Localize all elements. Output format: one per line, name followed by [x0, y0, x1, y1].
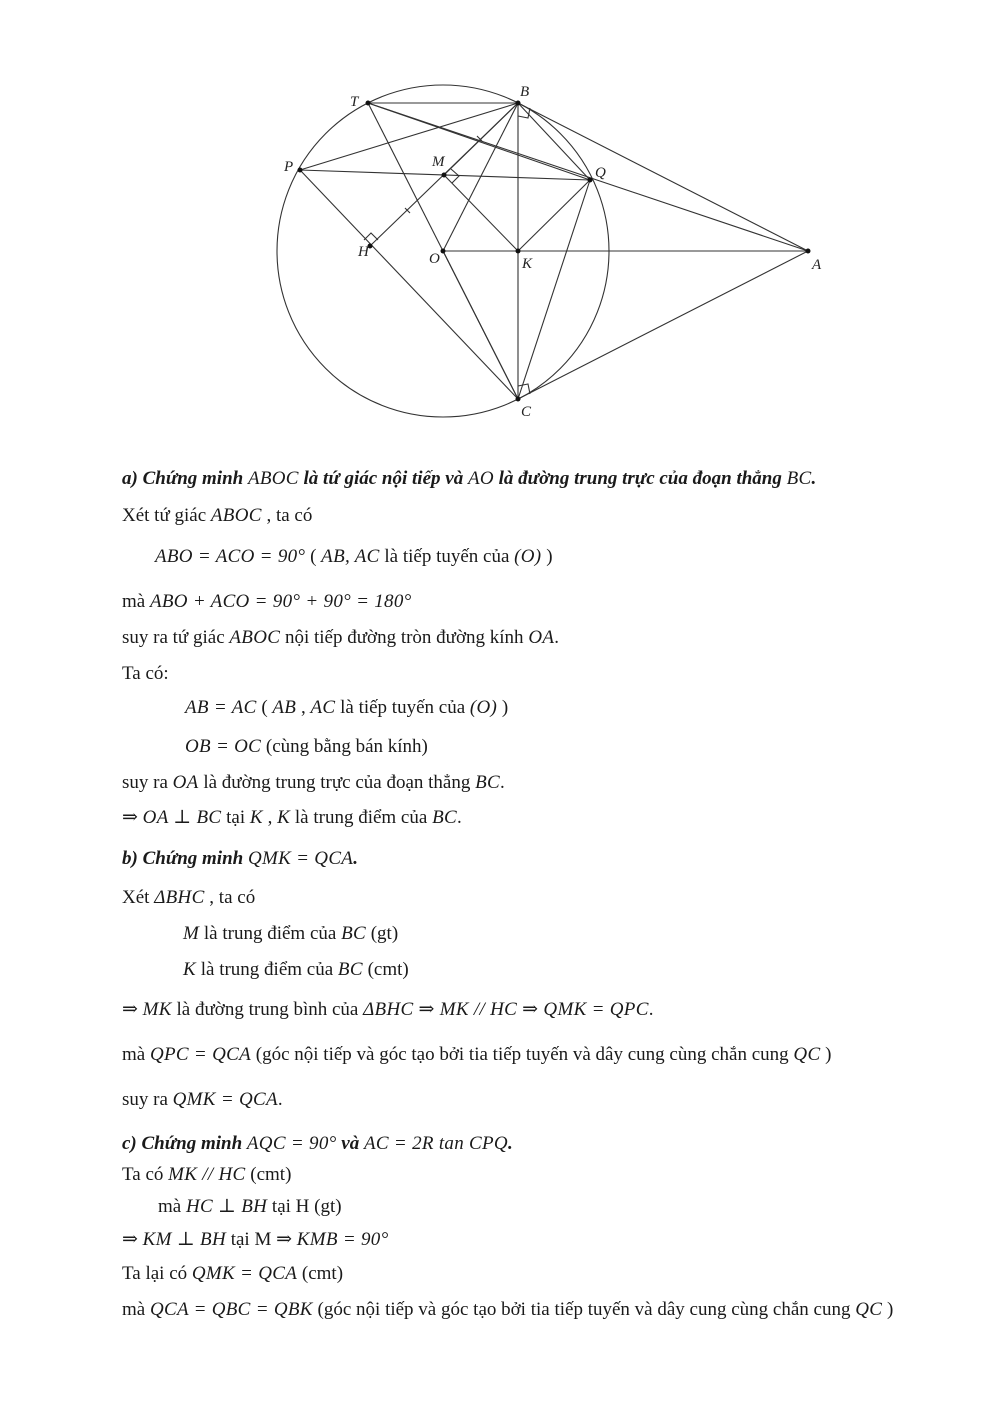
text: , ta có — [261, 505, 313, 526]
text: (gt) — [365, 923, 399, 944]
text: ⇒ — [122, 999, 143, 1020]
label-o: O — [429, 251, 440, 267]
math: K — [277, 807, 291, 828]
math: QPC = QCA — [149, 1044, 251, 1065]
math: OA — [528, 627, 555, 648]
part-c-line-5 — [122, 1298, 893, 1322]
segment-ab — [518, 103, 808, 251]
point-o — [441, 249, 446, 254]
text: là trung điểm của — [199, 923, 342, 944]
point-t — [366, 101, 371, 106]
text: . — [456, 807, 462, 828]
text: . — [648, 999, 654, 1020]
part-c-heading — [122, 1132, 513, 1156]
text: (góc nội tiếp và góc tạo bởi tia tiếp tuyến và dây cung cùng chắn cung — [312, 1299, 856, 1320]
label-m: M — [432, 154, 445, 170]
heading-text: là tứ giác nội tiếp và — [298, 468, 468, 489]
heading-text: là đường trung trực của đoạn thẳng — [493, 468, 787, 489]
text: Ta có — [122, 1164, 169, 1185]
part-a-line-1 — [122, 504, 312, 528]
segment-qc — [518, 180, 590, 399]
math: QMK = QCA — [172, 1089, 278, 1110]
math: ABO = ACO = 90° — [155, 546, 306, 567]
math: K — [249, 807, 263, 828]
point-m — [442, 173, 447, 178]
text: . — [554, 627, 559, 648]
segment-ta — [368, 103, 808, 251]
text: là tiếp tuyến của — [379, 546, 515, 567]
part-b-line-6 — [122, 1088, 283, 1112]
label-p: P — [284, 159, 294, 175]
math: AB, AC — [321, 546, 380, 567]
math: ABO + ACO = 90° + 90° = 180° — [149, 591, 412, 612]
text: (cmt) — [245, 1164, 292, 1185]
part-b-line-2 — [183, 922, 398, 946]
text: Ta có: — [122, 663, 169, 684]
math: OB = OC — [185, 736, 262, 757]
heading-text: a) Chứng minh — [122, 468, 248, 489]
math: OA — [172, 772, 199, 793]
geometry-figure — [0, 0, 1000, 440]
math: M — [183, 923, 200, 944]
math: ABOC — [210, 505, 262, 526]
right-angle-m — [451, 169, 459, 183]
math: BC — [341, 923, 366, 944]
math: OA ⊥ BC — [142, 807, 222, 828]
text: . — [500, 772, 505, 793]
label-h: H — [358, 244, 369, 260]
text: , — [262, 807, 278, 828]
math: QMK = QCA — [247, 848, 354, 869]
math: MK — [142, 999, 172, 1020]
segment-pb — [300, 103, 518, 170]
math: (O) — [514, 546, 542, 567]
text: mà — [122, 1299, 150, 1320]
text: mà — [122, 1044, 150, 1065]
text: (cmt) — [297, 1263, 344, 1284]
part-a-line-5 — [122, 662, 169, 686]
part-c-line-3 — [122, 1228, 389, 1252]
math: HC ⊥ BH — [185, 1196, 268, 1217]
text: ) — [820, 1044, 832, 1065]
label-t: T — [350, 94, 359, 110]
math: BC — [475, 772, 500, 793]
text: là trung điểm của — [290, 807, 433, 828]
part-c-line-4 — [122, 1262, 343, 1286]
text: ⇒ — [122, 807, 143, 828]
part-b-line-1 — [122, 886, 255, 910]
text: ( — [256, 697, 273, 718]
text: suy ra — [122, 772, 173, 793]
label-a: A — [812, 257, 822, 273]
part-b-line-3 — [183, 958, 409, 982]
text: , ta có — [204, 887, 256, 908]
part-a-line-9 — [122, 806, 462, 830]
text: là trung điểm của — [195, 959, 338, 980]
segment-ac — [518, 251, 808, 399]
point-b — [516, 101, 521, 106]
text: Xét — [122, 887, 155, 908]
math: (O) — [469, 697, 498, 718]
part-a-line-8 — [122, 771, 505, 795]
math: ΔBHC ⇒ MK // HC ⇒ QMK = QPC — [363, 999, 649, 1020]
math: AB = AC — [185, 697, 257, 718]
text: suy ra tứ giác — [122, 627, 230, 648]
math: QCA = QBC = QBK — [149, 1299, 313, 1320]
math: AB — [272, 697, 297, 718]
math-bc: BC — [786, 468, 812, 489]
math: QC — [855, 1299, 883, 1320]
heading-text: . — [353, 848, 358, 869]
point-p — [298, 168, 303, 173]
point-c — [516, 397, 521, 402]
text: ) — [882, 1299, 894, 1320]
heading-text: c) Chứng minh — [122, 1133, 247, 1154]
label-c: C — [521, 404, 532, 420]
point-q — [588, 178, 593, 183]
text: suy ra — [122, 1089, 173, 1110]
heading-text: . — [811, 468, 817, 489]
heading-text: và — [336, 1133, 364, 1154]
math: QMK = QCA — [191, 1263, 298, 1284]
math-abo: ABOC — [247, 468, 299, 489]
heading-text: b) Chứng minh — [122, 848, 248, 869]
part-a-line-6 — [185, 696, 508, 720]
part-a-line-3 — [122, 590, 412, 614]
part-c-line-2 — [158, 1195, 342, 1219]
math: KM ⊥ BH — [142, 1229, 226, 1250]
math: AC = 2R tan CPQ — [363, 1133, 508, 1154]
text: (góc nội tiếp và góc tạo bởi tia tiếp tuyến và dây cung cùng chắn cung — [251, 1044, 794, 1065]
math: ΔBHC — [154, 887, 205, 908]
math: ABOC — [229, 627, 281, 648]
math: BC — [432, 807, 457, 828]
text: là đường trung trực của đoạn thẳng — [198, 772, 476, 793]
segment-mk — [444, 175, 518, 251]
text: là đường trung bình của — [171, 999, 364, 1020]
text: tại H (gt) — [267, 1196, 342, 1217]
math: QC — [793, 1044, 821, 1065]
math: BC — [337, 959, 363, 980]
label-k: K — [522, 256, 533, 272]
text: tại M ⇒ — [225, 1229, 297, 1250]
part-c-line-1 — [122, 1163, 291, 1187]
part-a-heading — [122, 467, 816, 491]
part-b-line-5 — [122, 1043, 832, 1067]
text: tại — [221, 807, 250, 828]
math: KMB = 90° — [296, 1229, 389, 1250]
part-a-line-7 — [185, 735, 428, 759]
text: , — [296, 697, 311, 718]
label-b: B — [520, 84, 530, 100]
text: ⇒ — [122, 1229, 143, 1250]
text: là tiếp tuyến của — [335, 697, 470, 718]
text: mà — [122, 591, 150, 612]
heading-text: . — [507, 1133, 513, 1154]
math: AC — [310, 697, 336, 718]
math: K — [183, 959, 196, 980]
text: (cmt) — [362, 959, 409, 980]
text: Ta lại có — [122, 1263, 192, 1284]
point-a — [806, 249, 811, 254]
text: ( — [305, 546, 322, 567]
part-b-line-4 — [122, 998, 653, 1022]
text: (cùng bằng bán kính) — [261, 736, 428, 757]
text: ) — [541, 546, 553, 567]
math: AQC = 90° — [246, 1133, 337, 1154]
text: ) — [497, 697, 509, 718]
point-k — [516, 249, 521, 254]
text: Xét tứ giác — [122, 505, 211, 526]
label-q: Q — [595, 165, 606, 181]
text: . — [277, 1089, 283, 1110]
math: MK // HC — [168, 1164, 246, 1185]
segment-pc — [300, 170, 518, 399]
text: nội tiếp đường tròn đường kính — [280, 627, 529, 648]
part-a-line-2 — [155, 545, 553, 569]
part-b-heading — [122, 847, 358, 871]
text: mà — [158, 1196, 186, 1217]
segment-qk — [518, 180, 590, 251]
math-ao: AO — [467, 468, 494, 489]
part-a-line-4 — [122, 626, 559, 650]
